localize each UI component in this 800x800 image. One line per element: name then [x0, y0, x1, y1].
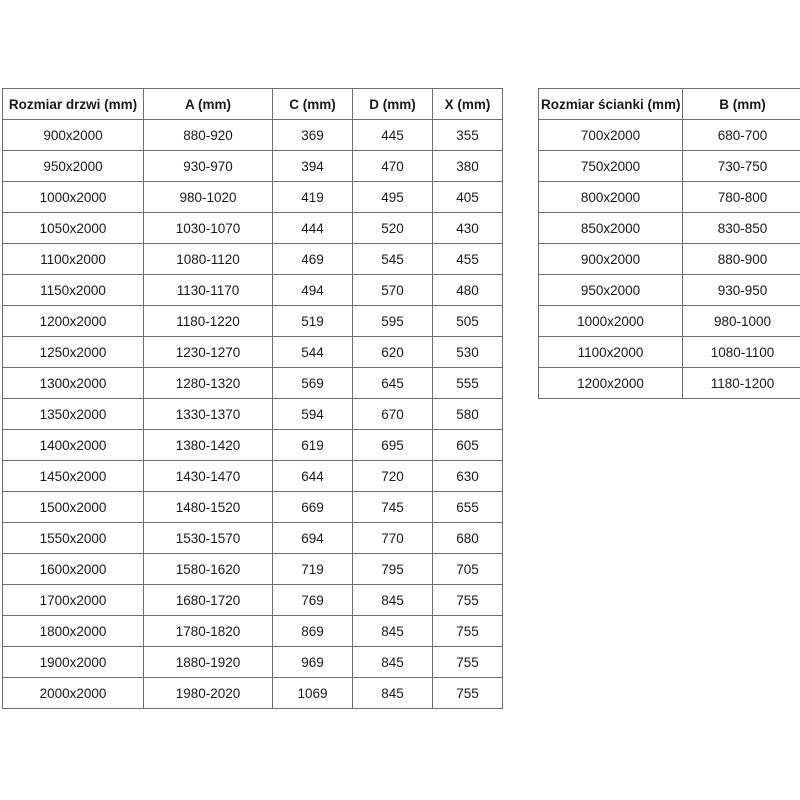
table-cell: 1530-1570	[144, 523, 273, 554]
table-cell: 980-1000	[683, 306, 800, 337]
table-cell: 1400x2000	[3, 430, 144, 461]
table-row	[3, 182, 503, 213]
table-row	[3, 399, 503, 430]
table-cell: 1350x2000	[3, 399, 144, 430]
table-cell: 380	[433, 151, 503, 182]
table-cell: 800x2000	[539, 182, 683, 213]
table-cell: 569	[273, 368, 353, 399]
table-cell: 755	[433, 616, 503, 647]
table-cell: 1480-1520	[144, 492, 273, 523]
table-row	[3, 616, 503, 647]
table-cell: 555	[433, 368, 503, 399]
table-cell: 930-970	[144, 151, 273, 182]
table-cell: 720	[353, 461, 433, 492]
table-cell: 620	[353, 337, 433, 368]
table-cell: 544	[273, 337, 353, 368]
table-cell: 2000x2000	[3, 678, 144, 709]
table-cell: 950x2000	[539, 275, 683, 306]
table-cell: 795	[353, 554, 433, 585]
table-cell: 1550x2000	[3, 523, 144, 554]
table-cell: 850x2000	[539, 213, 683, 244]
table-row	[3, 554, 503, 585]
table-cell: 619	[273, 430, 353, 461]
table-cell: 755	[433, 585, 503, 616]
table-cell: 845	[353, 616, 433, 647]
table-cell: 1330-1370	[144, 399, 273, 430]
table-row	[539, 337, 800, 368]
table-cell: 1130-1170	[144, 275, 273, 306]
table-row	[3, 213, 503, 244]
table-cell: 900x2000	[539, 244, 683, 275]
table-cell: 845	[353, 647, 433, 678]
table-cell: 1200x2000	[539, 368, 683, 399]
table-cell: 1069	[273, 678, 353, 709]
column-header: Rozmiar ścianki (mm)	[539, 89, 683, 120]
table-cell: 845	[353, 585, 433, 616]
table-row	[539, 368, 800, 399]
wall-dimensions-table	[538, 88, 800, 399]
table-cell: 595	[353, 306, 433, 337]
table-cell: 830-850	[683, 213, 800, 244]
table-cell: 670	[353, 399, 433, 430]
table-cell: 594	[273, 399, 353, 430]
table-cell: 755	[433, 678, 503, 709]
table-cell: 880-900	[683, 244, 800, 275]
table-cell: 669	[273, 492, 353, 523]
table-row	[3, 120, 503, 151]
table-cell: 445	[353, 120, 433, 151]
table-row	[3, 244, 503, 275]
table-cell: 695	[353, 430, 433, 461]
table-row	[539, 182, 800, 213]
table-cell: 1000x2000	[3, 182, 144, 213]
table-cell: 680	[433, 523, 503, 554]
table-cell: 1080-1100	[683, 337, 800, 368]
table-cell: 480	[433, 275, 503, 306]
table-row	[539, 275, 800, 306]
table-cell: 1150x2000	[3, 275, 144, 306]
table-row	[539, 244, 800, 275]
table-cell: 419	[273, 182, 353, 213]
table-row	[3, 151, 503, 182]
table-cell: 644	[273, 461, 353, 492]
table-cell: 369	[273, 120, 353, 151]
table-cell: 1080-1120	[144, 244, 273, 275]
column-header: X (mm)	[433, 89, 503, 120]
table-row	[3, 647, 503, 678]
table-cell: 1600x2000	[3, 554, 144, 585]
table-cell: 580	[433, 399, 503, 430]
table-cell: 1280-1320	[144, 368, 273, 399]
table-cell: 444	[273, 213, 353, 244]
table-cell: 394	[273, 151, 353, 182]
table-row	[539, 120, 800, 151]
table-cell: 719	[273, 554, 353, 585]
table-cell: 570	[353, 275, 433, 306]
table-row	[539, 306, 800, 337]
table-cell: 700x2000	[539, 120, 683, 151]
table-row	[3, 306, 503, 337]
table-cell: 869	[273, 616, 353, 647]
table-cell: 605	[433, 430, 503, 461]
table-cell: 1180-1220	[144, 306, 273, 337]
table-cell: 455	[433, 244, 503, 275]
table-cell: 1000x2000	[539, 306, 683, 337]
table-cell: 1430-1470	[144, 461, 273, 492]
table-cell: 1900x2000	[3, 647, 144, 678]
column-header: A (mm)	[144, 89, 273, 120]
table-cell: 950x2000	[3, 151, 144, 182]
table-cell: 495	[353, 182, 433, 213]
table-cell: 520	[353, 213, 433, 244]
table-cell: 1250x2000	[3, 337, 144, 368]
table-row	[3, 275, 503, 306]
table-cell: 1780-1820	[144, 616, 273, 647]
table-cell: 1580-1620	[144, 554, 273, 585]
table-cell: 1180-1200	[683, 368, 800, 399]
table-cell: 1700x2000	[3, 585, 144, 616]
table-row	[3, 430, 503, 461]
table-cell: 1100x2000	[539, 337, 683, 368]
table-cell: 1880-1920	[144, 647, 273, 678]
table-cell: 645	[353, 368, 433, 399]
column-header: B (mm)	[683, 89, 800, 120]
table-row	[539, 213, 800, 244]
table-cell: 1200x2000	[3, 306, 144, 337]
table-cell: 705	[433, 554, 503, 585]
header-row	[3, 89, 503, 120]
table-cell: 780-800	[683, 182, 800, 213]
table-cell: 519	[273, 306, 353, 337]
table-cell: 469	[273, 244, 353, 275]
table-cell: 1450x2000	[3, 461, 144, 492]
table-cell: 355	[433, 120, 503, 151]
table-cell: 730-750	[683, 151, 800, 182]
table-cell: 880-920	[144, 120, 273, 151]
table-cell: 494	[273, 275, 353, 306]
table-cell: 1380-1420	[144, 430, 273, 461]
table-cell: 694	[273, 523, 353, 554]
column-header: C (mm)	[273, 89, 353, 120]
table-cell: 769	[273, 585, 353, 616]
table-cell: 1800x2000	[3, 616, 144, 647]
table-row	[3, 523, 503, 554]
column-header: D (mm)	[353, 89, 433, 120]
table-row	[3, 678, 503, 709]
table-cell: 755	[433, 647, 503, 678]
table-row	[539, 151, 800, 182]
table-cell: 930-950	[683, 275, 800, 306]
table-cell: 1980-2020	[144, 678, 273, 709]
table-row	[3, 492, 503, 523]
table-cell: 745	[353, 492, 433, 523]
table-cell: 1230-1270	[144, 337, 273, 368]
table-cell: 1300x2000	[3, 368, 144, 399]
table-cell: 505	[433, 306, 503, 337]
table-cell: 969	[273, 647, 353, 678]
table-row	[3, 461, 503, 492]
table-row	[3, 585, 503, 616]
table-cell: 680-700	[683, 120, 800, 151]
table-cell: 980-1020	[144, 182, 273, 213]
header-row	[539, 89, 800, 120]
table-cell: 405	[433, 182, 503, 213]
table-cell: 1050x2000	[3, 213, 144, 244]
table-cell: 530	[433, 337, 503, 368]
table-cell: 845	[353, 678, 433, 709]
column-header: Rozmiar drzwi (mm)	[3, 89, 144, 120]
table-row	[3, 368, 503, 399]
table-cell: 470	[353, 151, 433, 182]
table-cell: 900x2000	[3, 120, 144, 151]
table-cell: 1680-1720	[144, 585, 273, 616]
table-cell: 1500x2000	[3, 492, 144, 523]
table-cell: 770	[353, 523, 433, 554]
table-cell: 1030-1070	[144, 213, 273, 244]
table-cell: 655	[433, 492, 503, 523]
table-cell: 1100x2000	[3, 244, 144, 275]
table-cell: 430	[433, 213, 503, 244]
table-cell: 630	[433, 461, 503, 492]
table-row	[3, 337, 503, 368]
table-cell: 545	[353, 244, 433, 275]
door-dimensions-table	[2, 88, 503, 709]
table-cell: 750x2000	[539, 151, 683, 182]
